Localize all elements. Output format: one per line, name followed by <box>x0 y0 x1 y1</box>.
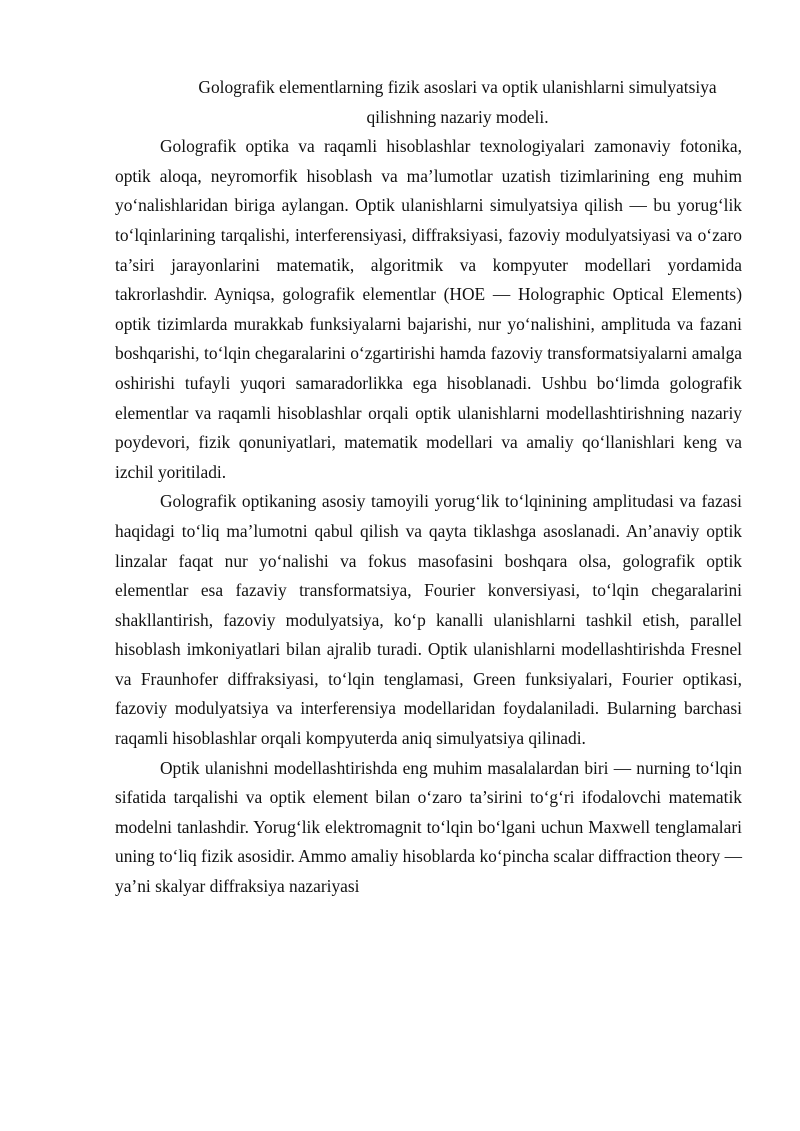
paragraph-1: Golografik optika va raqamli hisoblashlar texnologiyalari zamonaviy fotonika, optik aloqa, neyromorfik hisoblash va ma’lumotlar uzatish tizimlarining eng muhim yo‘nalishlaridan biriga aylangan. Optik ulanishlarni simulyatsiya qilish — bu yorug‘lik to‘lqinlarining tarqalishi, interferensiyasi, diffraksiyasi, fazoviy modulyatsiyasi va o‘zaro ta’siri jarayonlarini matematik, algoritmik va kompyuter modellari yordamida takrorlashdir. Ayniqsa, golografik elementlar (HOE — Holographic Optical Elements) optik tizimlarda murakkab funksiyalarni bajarishi, nur yo‘nalishini, amplituda va fazani boshqarishi, to‘lqin chegaralarini o‘zgartirishi hamda fazoviy transformatsiyalarni amalga oshirishi tufayli yuqori samaradorlikka ega hisoblanadi. Ushbu bo‘limda golografik elementlar va raqamli hisoblashlar orqali optik ulanishlarni modellashtirishning nazariy poydevori, fizik qonuniyatlari, matematik modellari va amaliy qo‘llanishlari keng va izchil yoritiladi. <box>115 136 742 482</box>
document-page <box>115 73 742 902</box>
paragraph-2: Golografik optikaning asosiy tamoyili yorug‘lik to‘lqinining amplitudasi va fazasi haqidagi to‘liq ma’lumotni qabul qilish va qayta tiklashga asoslanadi. An’anaviy optik linzalar faqat nur yo‘nalishi va fokus masofasini boshqara olsa, golografik optik elementlar esa fazaviy transformatsiya, Fourier konversiyasi, to‘lqin chegaralarini shakllantirish, fazoviy modulyatsiya, ko‘p kanalli ulanishlarni tashkil etish, parallel hisoblash imkoniyatlari bilan ajralib turadi. Optik ulanishlarni modellashtirishda Fresnel va Fraunhofer diffraksiyasi, to‘lqin tenglamasi, Green funksiyalari, Fourier optikasi, fazoviy modulyatsiya va interferensiya modellaridan foydalaniladi. Bularning barchasi raqamli hisoblashlar orqali kompyuterda aniq simulyatsiya qilinadi. <box>115 491 742 749</box>
paragraph-3: Optik ulanishni modellashtirishda eng muhim masalalardan biri — nurning to‘lqin sifatida tarqalishi va optik element bilan o‘zaro ta’sirini to‘g‘ri ifodalovchi matematik modelni tanlashdir. Yorug‘lik elektromagnit to‘lqin bo‘lgani uchun Maxwell tenglamalari uning to‘liq fizik asosidir. Ammo amaliy hisoblarda ko‘pincha scalar diffraction theory — ya’ni skalyar diffraksiya nazariyasi <box>115 757 742 897</box>
document-title: Golografik elementlarning fizik asoslari va optik ulanishlarni simulyatsiya qilishning nazariy modeli. <box>198 77 717 127</box>
